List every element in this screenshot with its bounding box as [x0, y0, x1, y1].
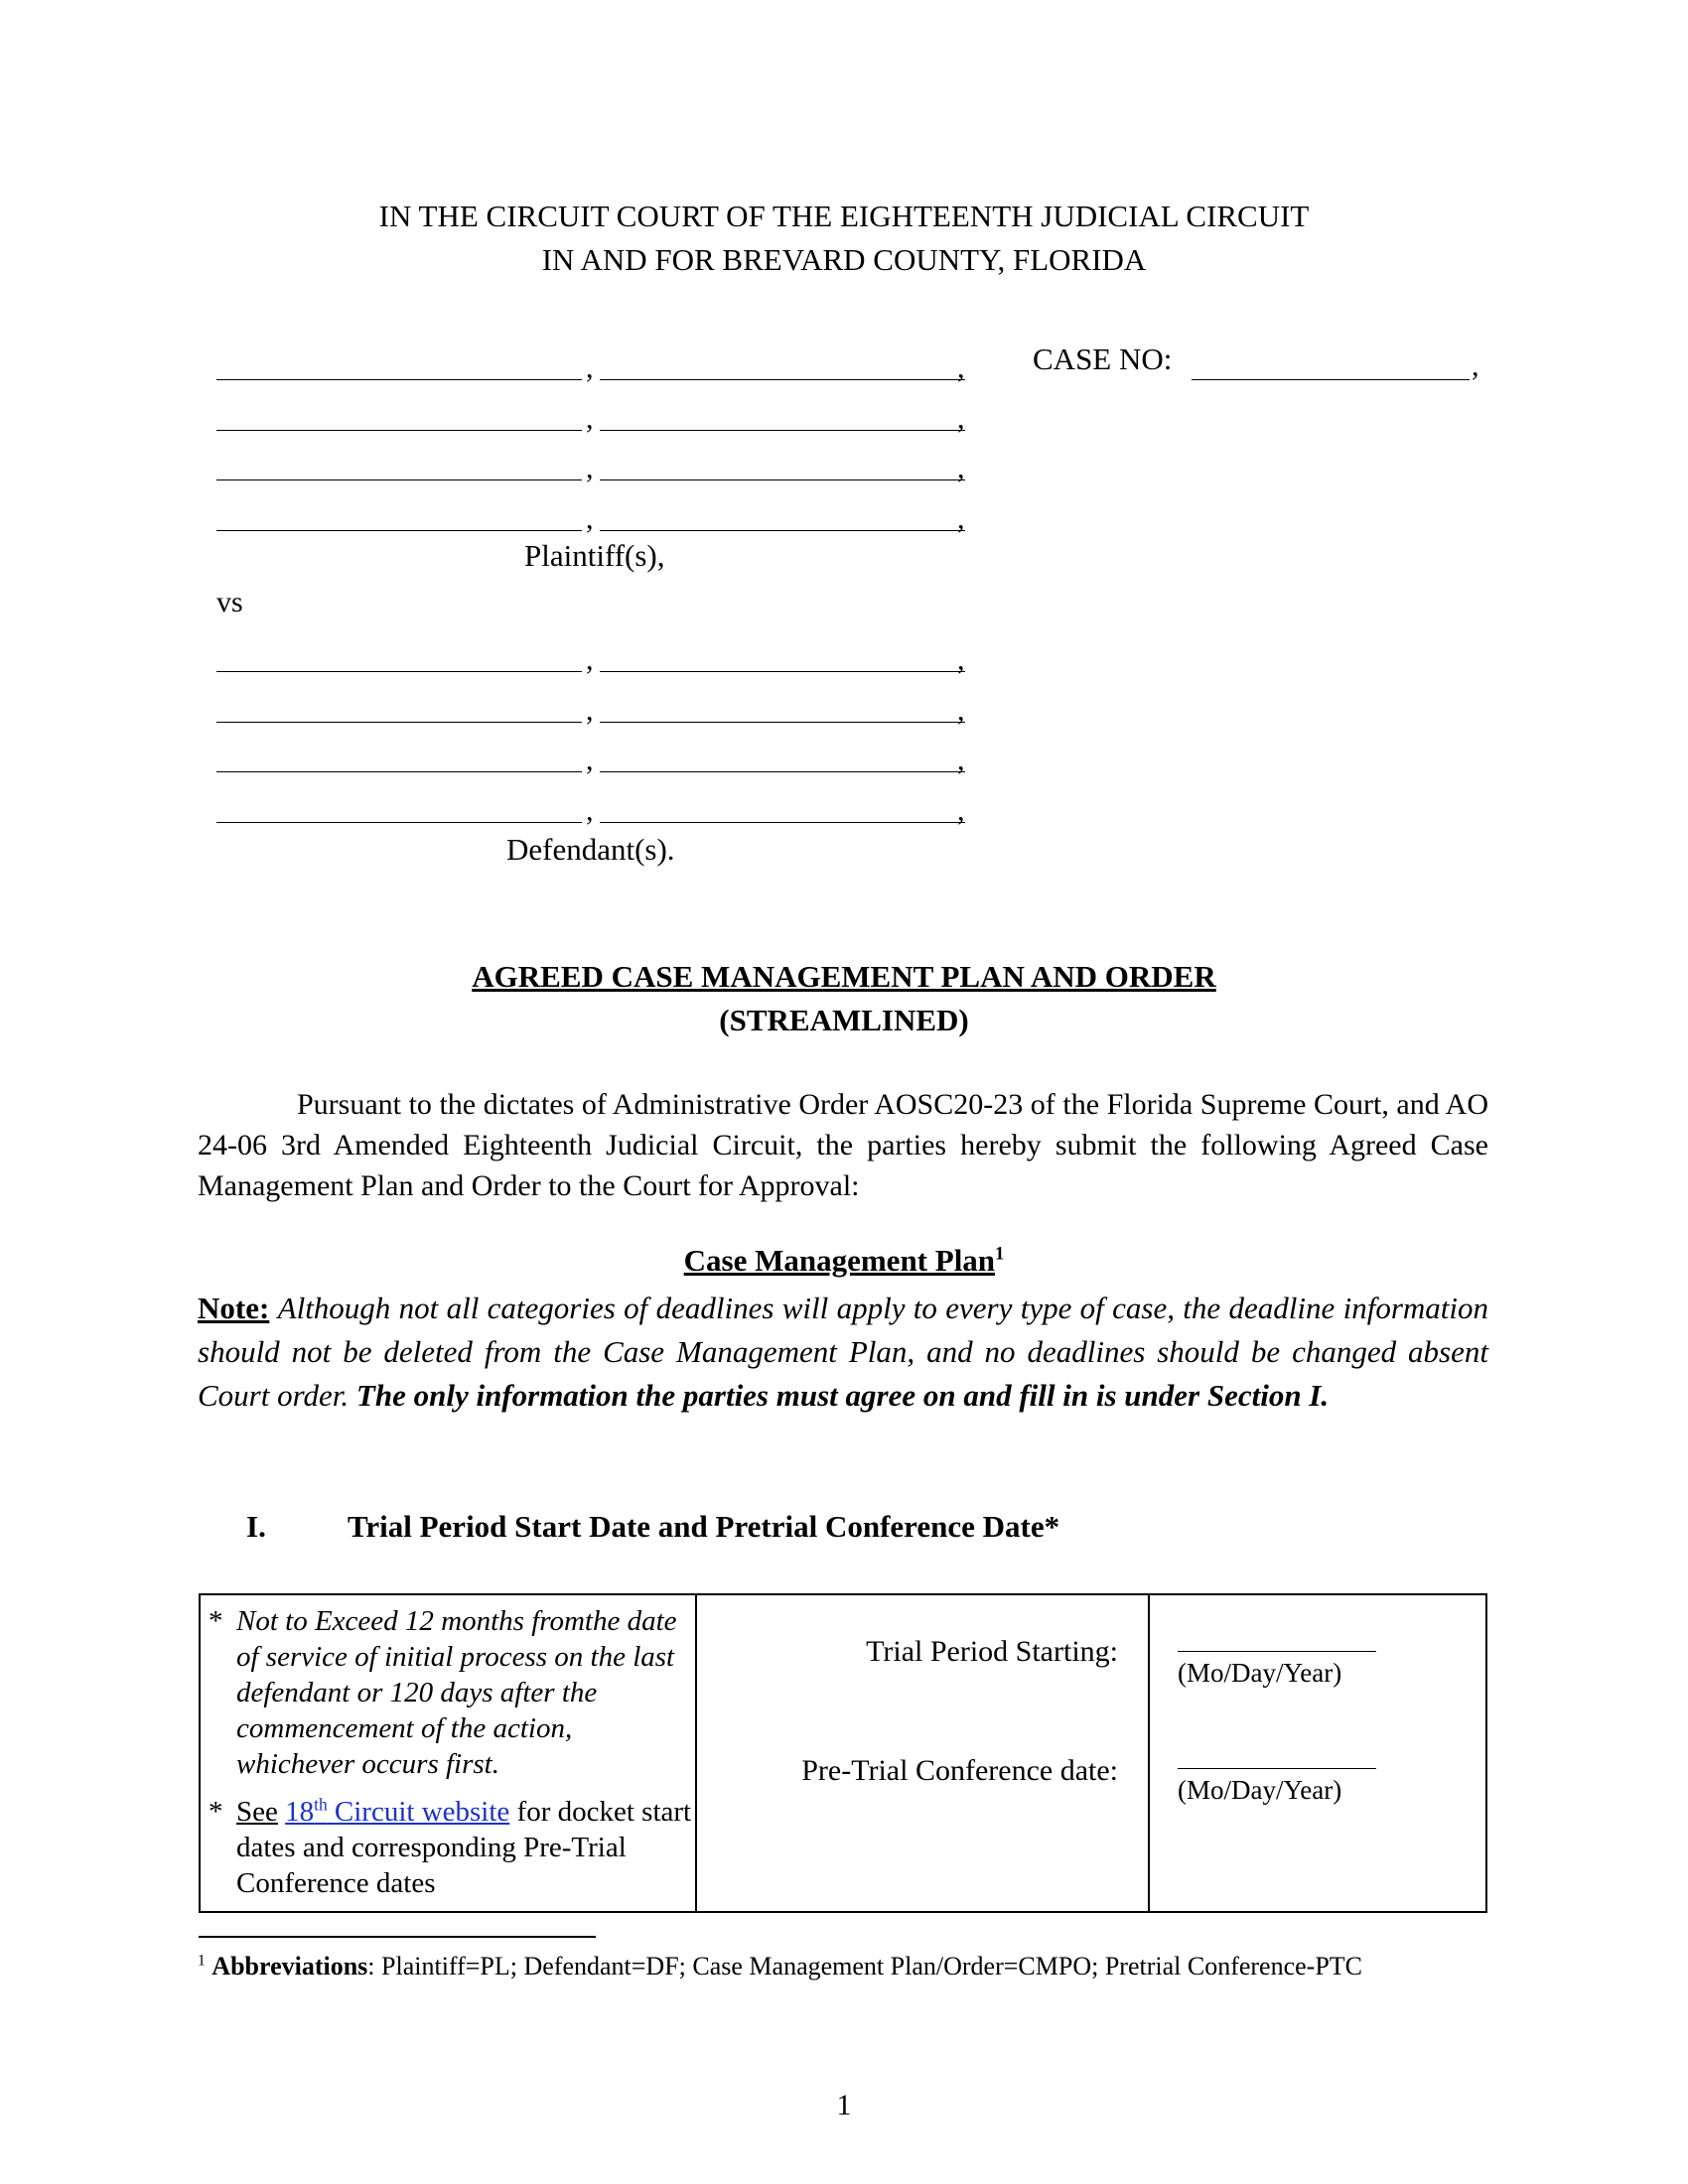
blank-field[interactable] [216, 479, 582, 480]
instruction-bullet-2 [201, 1794, 695, 1901]
blank-field[interactable] [600, 822, 965, 823]
court-name-line1: IN THE CIRCUIT COURT OF THE EIGHTEENTH JUDICIAL CIRCUIT [378, 199, 1310, 233]
plan-heading [0, 1243, 1688, 1279]
page-number: 1 [836, 2089, 852, 2121]
blank-field[interactable] [216, 379, 582, 380]
plaintiff-label: Plaintiff(s), [524, 538, 665, 573]
document-title-line1: AGREED CASE MANAGEMENT PLAN AND ORDER [472, 959, 1216, 994]
ptc-date-hint: (Mo/Day/Year) [1178, 1775, 1342, 1805]
footnote [198, 1952, 1362, 1981]
comma: , [957, 402, 965, 435]
comma: , [957, 694, 965, 727]
blank-field[interactable] [600, 671, 965, 672]
document-title [0, 955, 1688, 999]
blank-field[interactable] [216, 771, 582, 772]
see-text: See [236, 1796, 278, 1828]
circuit-website-link[interactable] [285, 1796, 509, 1828]
instruction-text-1: Not to Exceed 12 months fromthe date of service of initial process on the last defendant or 120 days after the commencement of the action, whichever occurs first. [236, 1605, 677, 1780]
comma: , [957, 452, 965, 484]
blank-field[interactable] [600, 430, 965, 431]
blank-field[interactable] [216, 530, 582, 531]
link-text-18: 18 [285, 1796, 315, 1828]
trial-dates-table [199, 1593, 1487, 1913]
trial-period-label: Trial Period Starting: [866, 1635, 1118, 1668]
blank-field[interactable] [600, 530, 965, 531]
comma: , [586, 694, 594, 727]
defendant-label: Defendant(s). [506, 832, 675, 867]
ptc-date-label: Pre-Trial Conference date: [801, 1754, 1118, 1787]
comma: , [957, 744, 965, 776]
blank-field[interactable] [216, 671, 582, 672]
instruction-bullet-1 [201, 1603, 695, 1782]
footnote-text: : Plaintiff=PL; Defendant=DF; Case Management Plan/Order=CMPO; Pretrial Conference-PTC [367, 1952, 1363, 1980]
comma: , [1472, 349, 1479, 382]
comma: , [957, 794, 965, 827]
case-number-field[interactable] [1192, 379, 1470, 380]
comma: , [586, 744, 594, 776]
note-paragraph [198, 1287, 1488, 1418]
comma: , [586, 351, 594, 384]
blank-field[interactable] [216, 722, 582, 723]
footnote-number: 1 [198, 1952, 206, 1970]
blank-field[interactable] [600, 379, 965, 380]
case-number-label: CASE NO: [1033, 341, 1173, 376]
labels-cell [696, 1594, 1149, 1912]
asterisk: * [209, 1605, 223, 1637]
footnote-separator [199, 1936, 596, 1938]
comma: , [957, 643, 965, 676]
trial-date-field[interactable] [1178, 1651, 1376, 1652]
intro-paragraph: Pursuant to the dictates of Administrative Order AOSC20-23 of the Florida Supreme Court, and AO 24-06 3rd Amended Eighteenth Judicial Circuit, the parties hereby submit the following Agreed Case Management Plan and Order to the Court for Approval: [198, 1088, 1488, 1202]
comma: , [957, 502, 965, 535]
instruction-text-2: for docket start dates and corresponding Pre-Trial Conference dates [236, 1796, 692, 1899]
blank-field[interactable] [600, 771, 965, 772]
plan-heading-text: Case Management Plan [683, 1243, 996, 1278]
comma: , [586, 643, 594, 676]
instructions-cell [200, 1594, 696, 1912]
date-fields-cell [1149, 1594, 1486, 1912]
vs-label: vs [216, 586, 243, 618]
document-subtitle: (STREAMLINED) [719, 1003, 969, 1037]
comma: , [586, 452, 594, 484]
comma: , [586, 794, 594, 827]
footnote-label: Abbreviations [211, 1952, 368, 1980]
court-name-line2: IN AND FOR BREVARD COUNTY, FLORIDA [541, 242, 1147, 277]
note-bold-text: The only information the parties must agree on and fill in is under Section I. [355, 1378, 1330, 1413]
ptc-date-field[interactable] [1178, 1768, 1376, 1769]
trial-date-hint: (Mo/Day/Year) [1178, 1658, 1342, 1688]
blank-field[interactable] [216, 430, 582, 431]
blank-field[interactable] [216, 822, 582, 823]
comma: , [957, 351, 965, 384]
link-text-website: Circuit website [334, 1796, 510, 1828]
section-heading: Trial Period Start Date and Pretrial Conference Date* [348, 1509, 1060, 1544]
asterisk: * [209, 1796, 223, 1828]
blank-field[interactable] [600, 722, 965, 723]
note-label: Note: [198, 1291, 270, 1325]
link-text-th: th [314, 1794, 328, 1815]
section-number: I. [246, 1509, 266, 1544]
footnote-mark: 1 [995, 1243, 1005, 1265]
comma: , [586, 502, 594, 535]
comma: , [586, 402, 594, 435]
blank-field[interactable] [600, 479, 965, 480]
note-text: Although not all categories of deadlines will apply to every type of case, the deadline information should not be deleted from the Case Management Plan, and no deadlines should be changed absent Court order. [198, 1291, 1489, 1413]
